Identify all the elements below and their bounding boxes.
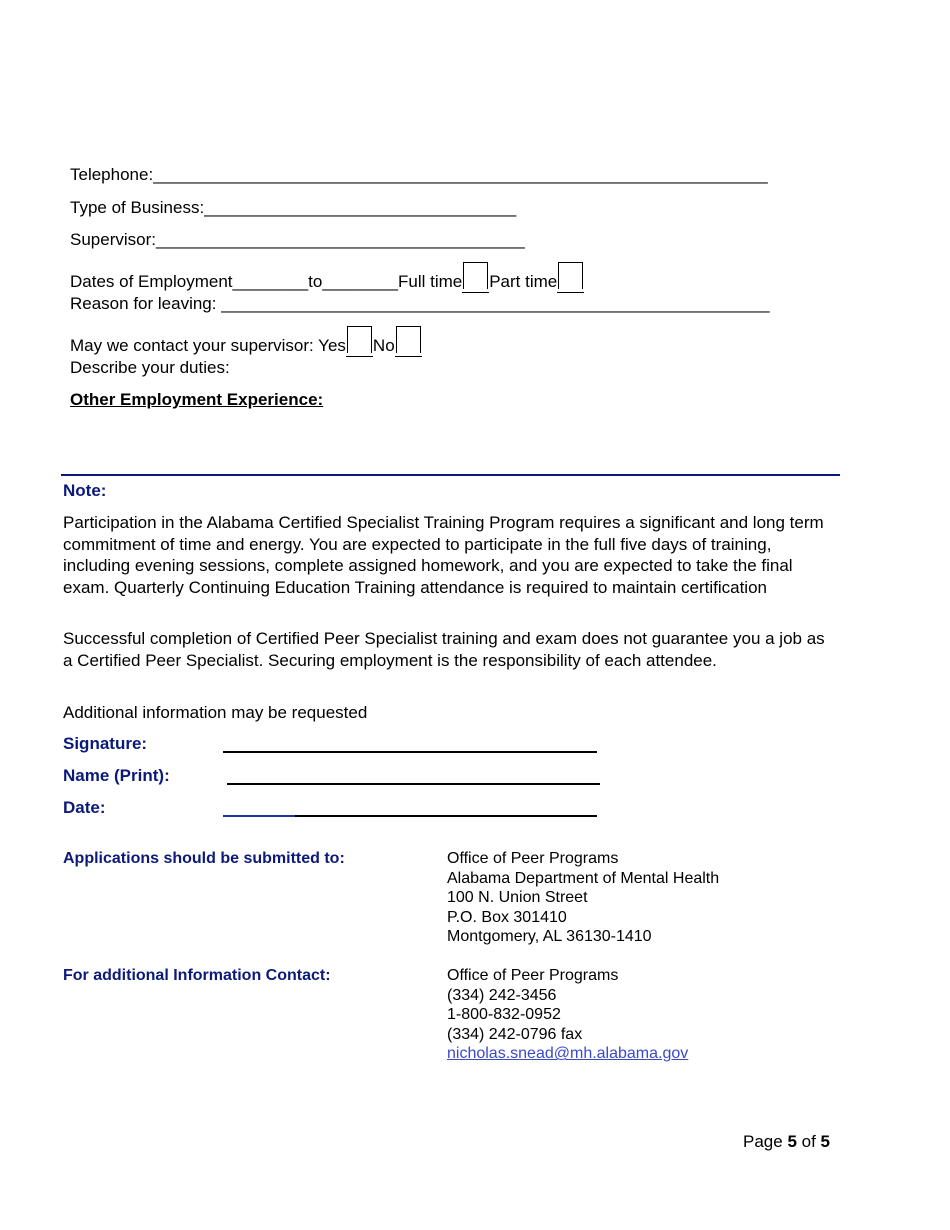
page-of: of	[796, 1132, 821, 1151]
supervisor-field[interactable]: _______________________________________	[155, 230, 525, 249]
signature-line[interactable]	[223, 751, 597, 753]
date-label: Date:	[63, 798, 106, 817]
dates-row	[70, 262, 584, 293]
duties-label: Describe your duties:	[70, 358, 230, 377]
supervisor-label: Supervisor:	[70, 230, 156, 249]
dates-to-label: to	[308, 272, 323, 291]
page-number	[743, 1132, 830, 1152]
date-line[interactable]	[295, 815, 597, 817]
page-total: 5	[820, 1132, 830, 1151]
full-time-label: Full time	[397, 272, 463, 291]
note-heading: Note:	[63, 481, 107, 500]
contact-info-label: For additional Information Contact:	[63, 967, 331, 984]
part-time-label: Part time	[489, 272, 558, 291]
contact-line: (334) 242-3456	[447, 986, 557, 1004]
telephone-field[interactable]: _________________________________________________________________	[153, 165, 768, 184]
telephone-label: Telephone:	[70, 165, 154, 184]
telephone-row	[70, 165, 768, 185]
supervisor-row	[70, 230, 525, 250]
reason-row	[70, 294, 770, 314]
contact-info	[447, 966, 688, 1064]
address-line: P.O. Box 301410	[447, 908, 567, 926]
business-field[interactable]: _________________________________	[204, 198, 517, 217]
name-print-label: Name (Print):	[63, 766, 170, 785]
page-prefix: Page	[743, 1132, 788, 1151]
contact-no-checkbox[interactable]	[396, 326, 421, 353]
full-time-checkbox[interactable]	[463, 262, 488, 289]
address-line: 100 N. Union Street	[447, 889, 588, 907]
date-line-start	[223, 815, 295, 817]
note-paragraph-3: Additional information may be requested	[63, 703, 368, 722]
signature-label: Signature:	[63, 734, 148, 753]
contact-no-label: No	[372, 336, 395, 355]
contact-label: May we contact your supervisor: Yes	[70, 336, 346, 355]
business-label: Type of Business:	[70, 198, 205, 217]
section-divider	[61, 474, 840, 476]
dates-label: Dates of Employment	[70, 272, 233, 291]
name-print-line[interactable]	[227, 783, 600, 785]
contact-line: (334) 242-0796 fax	[447, 1025, 583, 1043]
date-to-field[interactable]: ________	[322, 272, 398, 291]
address-line: Office of Peer Programs	[447, 850, 619, 867]
date-from-field[interactable]: ________	[232, 272, 309, 291]
email-link[interactable]: nicholas.snead@mh.alabama.gov	[447, 1045, 689, 1063]
address-line: Alabama Department of Mental Health	[447, 869, 720, 887]
other-employment-heading: Other Employment Experience:	[70, 390, 324, 409]
reason-label: Reason for leaving:	[70, 294, 222, 313]
address-line: Montgomery, AL 36130-1410	[447, 928, 652, 946]
note-paragraph-2: Successful completion of Certified Peer Specialist training and exam does not guarantee you a job as a Certified Peer Specialist. Securing employment is the responsibility of each attendee.	[63, 629, 825, 670]
contact-line: Office of Peer Programs	[447, 967, 619, 984]
submit-address	[447, 849, 719, 947]
contact-yes-checkbox[interactable]	[347, 326, 372, 353]
business-row	[70, 198, 516, 218]
page-current: 5	[787, 1132, 797, 1151]
submit-label: Applications should be submitted to:	[63, 850, 345, 867]
contact-line: 1-800-832-0952	[447, 1006, 561, 1024]
contact-row	[70, 326, 422, 357]
part-time-checkbox[interactable]	[558, 262, 583, 289]
note-paragraph-1: Participation in the Alabama Certified Specialist Training Program requires a significant and long term commitment of time and energy. You are expected to participate in the full five days of training, including evening sessions, complete assigned homework, and you are expected to take the final exam. Quarterly Continuing Education Training attendance is required to maintain certification	[63, 513, 824, 597]
reason-field[interactable]: __________________________________________________________	[221, 294, 770, 313]
